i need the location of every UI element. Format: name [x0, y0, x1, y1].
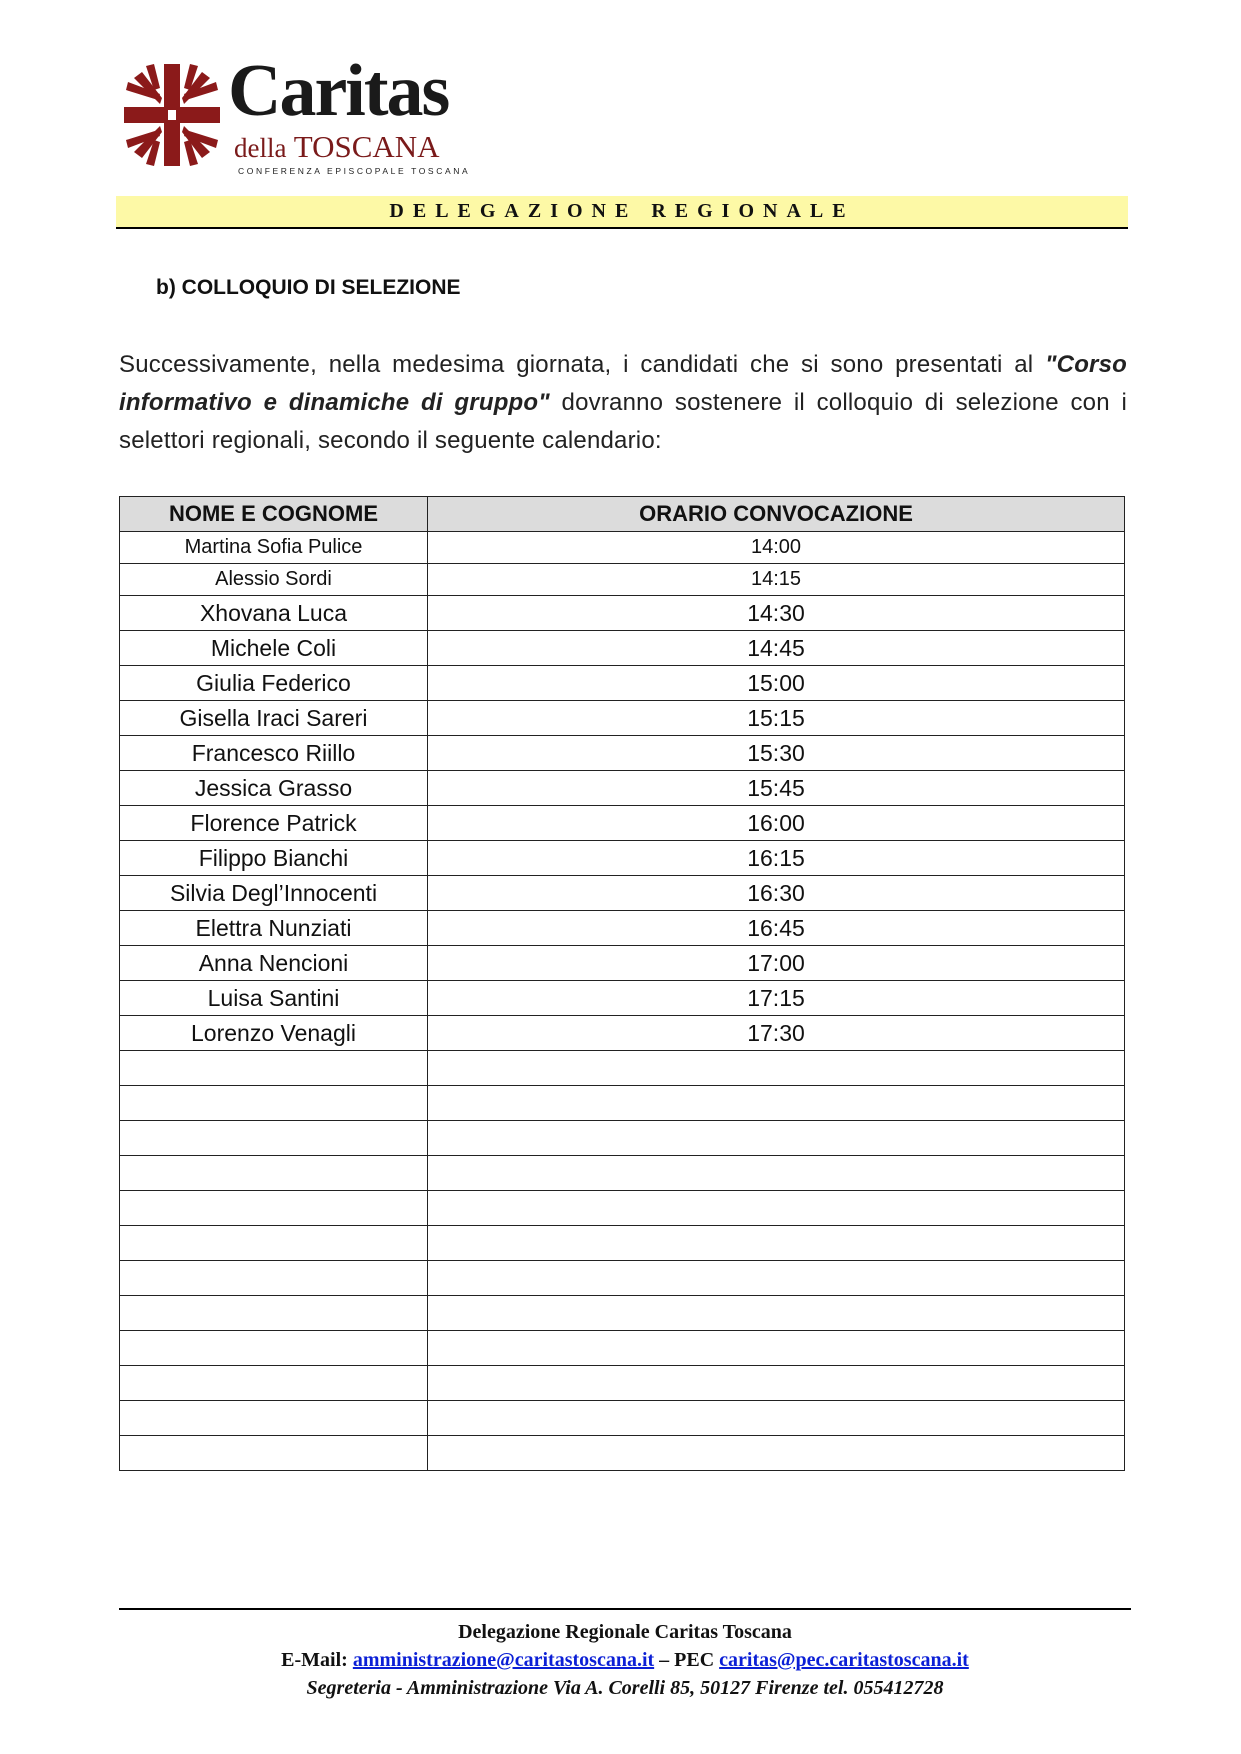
time-cell	[428, 1366, 1125, 1401]
name-cell: Silvia Degl’Innocenti	[120, 876, 428, 911]
caritas-logo	[120, 50, 471, 180]
table-row	[120, 701, 1125, 736]
time-cell: 15:30	[428, 736, 1125, 771]
time-cell	[428, 1121, 1125, 1156]
logo-wordmark: Caritas	[228, 50, 449, 132]
table-row	[120, 596, 1125, 631]
name-cell	[120, 1121, 428, 1156]
name-cell	[120, 1436, 428, 1471]
time-cell	[428, 1156, 1125, 1191]
name-cell	[120, 1086, 428, 1121]
name-cell: Alessio Sordi	[120, 564, 428, 596]
table-row	[120, 911, 1125, 946]
name-cell: Anna Nencioni	[120, 946, 428, 981]
table-row	[120, 1086, 1125, 1121]
footer-pec-label: – PEC	[654, 1649, 720, 1671]
time-cell	[428, 1051, 1125, 1086]
time-cell: 14:45	[428, 631, 1125, 666]
table-row	[120, 1226, 1125, 1261]
table-row	[120, 1261, 1125, 1296]
table-row	[120, 806, 1125, 841]
table-header-row	[120, 497, 1125, 532]
time-cell	[428, 1296, 1125, 1331]
time-cell: 16:30	[428, 876, 1125, 911]
schedule-body	[120, 532, 1125, 1471]
name-cell	[120, 1401, 428, 1436]
table-row	[120, 876, 1125, 911]
email-link[interactable]: amministrazione@caritastoscana.it	[352, 1649, 655, 1671]
table-row	[120, 841, 1125, 876]
table-row	[120, 771, 1125, 806]
name-cell: Giulia Federico	[120, 666, 428, 701]
header-time: ORARIO CONVOCAZIONE	[428, 497, 1125, 532]
name-cell	[120, 1296, 428, 1331]
name-cell: Lorenzo Venagli	[120, 1016, 428, 1051]
name-cell	[120, 1191, 428, 1226]
table-row	[120, 1401, 1125, 1436]
name-cell: Luisa Santini	[120, 981, 428, 1016]
time-cell	[428, 1261, 1125, 1296]
time-cell: 17:00	[428, 946, 1125, 981]
table-row	[120, 564, 1125, 596]
name-cell	[120, 1051, 428, 1086]
table-row	[120, 666, 1125, 701]
footer	[119, 1618, 1131, 1702]
table-row	[120, 1331, 1125, 1366]
time-cell	[428, 1086, 1125, 1121]
logo-region	[234, 131, 440, 162]
schedule-table	[119, 496, 1125, 1471]
time-cell: 16:00	[428, 806, 1125, 841]
table-row	[120, 736, 1125, 771]
footer-email-label: E-Mail:	[281, 1649, 353, 1671]
pec-link[interactable]: caritas@pec.caritastoscana.it	[719, 1649, 969, 1671]
section-title: b) COLLOQUIO DI SELEZIONE	[156, 276, 461, 299]
name-cell	[120, 1331, 428, 1366]
name-cell: Michele Coli	[120, 631, 428, 666]
time-cell	[428, 1191, 1125, 1226]
name-cell: Elettra Nunziati	[120, 911, 428, 946]
name-cell: Filippo Bianchi	[120, 841, 428, 876]
time-cell: 14:15	[428, 564, 1125, 596]
time-cell	[428, 1436, 1125, 1471]
name-cell	[120, 1156, 428, 1191]
name-cell: Xhovana Luca	[120, 596, 428, 631]
footer-divider	[119, 1608, 1131, 1610]
table-row	[120, 631, 1125, 666]
table-row	[120, 1016, 1125, 1051]
name-cell: Francesco Riillo	[120, 736, 428, 771]
intro-emphasis: "Corso informativo e dinamiche di gruppo"	[119, 351, 1127, 416]
table-row	[120, 532, 1125, 564]
logo-della: della	[234, 133, 287, 163]
time-cell: 16:15	[428, 841, 1125, 876]
intro-paragraph	[119, 346, 1127, 460]
time-cell: 17:30	[428, 1016, 1125, 1051]
table-row	[120, 946, 1125, 981]
table-row	[120, 1366, 1125, 1401]
footer-contacts	[119, 1646, 1131, 1674]
table-row	[120, 1296, 1125, 1331]
time-cell	[428, 1331, 1125, 1366]
time-cell: 15:45	[428, 771, 1125, 806]
logo-conference: CONFERENZA EPISCOPALE TOSCANA	[238, 166, 471, 176]
table-row	[120, 1436, 1125, 1471]
time-cell: 15:15	[428, 701, 1125, 736]
time-cell: 17:15	[428, 981, 1125, 1016]
footer-org: Delegazione Regionale Caritas Toscana	[458, 1621, 792, 1643]
table-row	[120, 981, 1125, 1016]
logo-region-name: TOSCANA	[293, 129, 440, 164]
name-cell: Martina Sofia Pulice	[120, 532, 428, 564]
time-cell: 14:30	[428, 596, 1125, 631]
header-band: DELEGAZIONE REGIONALE	[116, 196, 1128, 229]
name-cell: Jessica Grasso	[120, 771, 428, 806]
name-cell: Florence Patrick	[120, 806, 428, 841]
name-cell	[120, 1366, 428, 1401]
name-cell	[120, 1226, 428, 1261]
intro-text-after: dovranno sostenere il colloquio di selezione con i selettori regionali, secondo il seguente calendario:	[119, 389, 1128, 454]
name-cell: Gisella Iraci Sareri	[120, 701, 428, 736]
table-row	[120, 1051, 1125, 1086]
intro-text-before: Successivamente, nella medesima giornata, i candidati che si sono presentati al	[119, 351, 1046, 378]
name-cell	[120, 1261, 428, 1296]
footer-address: Segreteria - Amministrazione Via A. Corelli 85, 50127 Firenze tel. 055412728	[306, 1677, 944, 1699]
time-cell: 14:00	[428, 532, 1125, 564]
header-name: NOME E COGNOME	[120, 497, 428, 532]
table-row	[120, 1121, 1125, 1156]
table-row	[120, 1156, 1125, 1191]
caritas-cross-icon	[120, 60, 224, 170]
time-cell	[428, 1226, 1125, 1261]
time-cell: 16:45	[428, 911, 1125, 946]
time-cell: 15:00	[428, 666, 1125, 701]
time-cell	[428, 1401, 1125, 1436]
table-row	[120, 1191, 1125, 1226]
